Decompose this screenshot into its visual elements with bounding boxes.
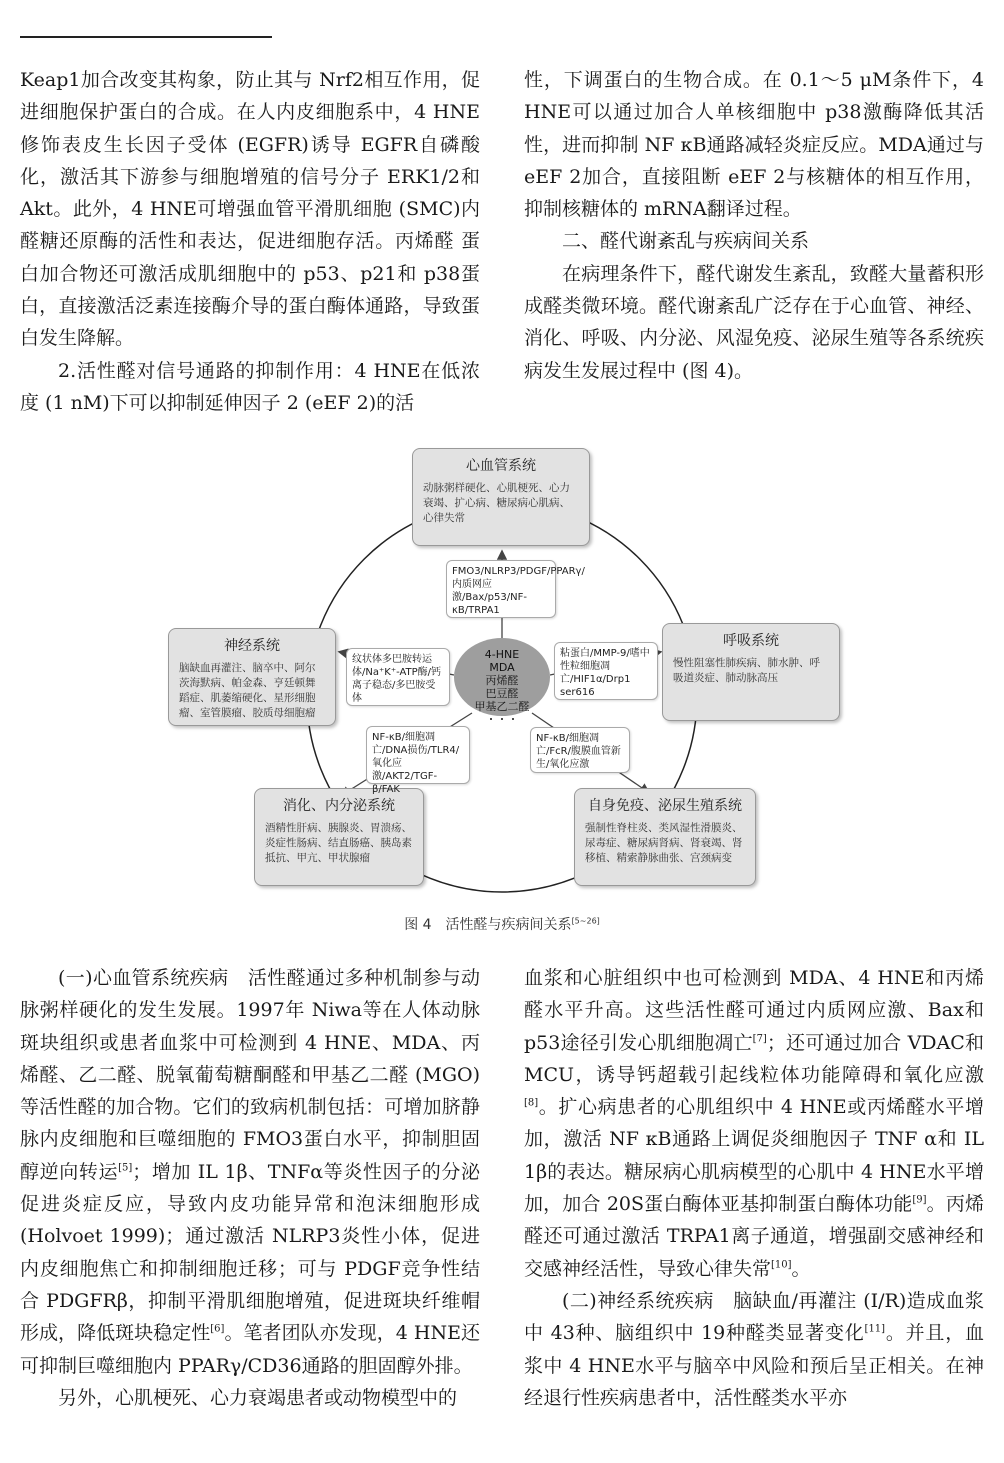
respiratory-system-box	[662, 623, 840, 721]
citation: [6]	[210, 1323, 225, 1335]
mechanism-neuro: 纹状体多巴胺转运体/Na⁺K⁺-ATP酶/钙离子稳态/多巴胺受体	[346, 648, 450, 706]
column-bottom-left	[20, 962, 480, 1414]
paragraph	[524, 1285, 984, 1414]
system-title: 呼吸系统	[723, 633, 779, 649]
figure-caption	[0, 914, 1004, 934]
cardiovascular-system-box	[412, 448, 590, 546]
system-title: 自身免疫、泌尿生殖系统	[588, 798, 742, 814]
system-title: 消化、内分泌系统	[283, 798, 395, 814]
text: 。	[791, 1257, 811, 1280]
citation: [8]	[524, 1097, 539, 1109]
citation: [7]	[752, 1033, 767, 1045]
system-title: 心血管系统	[466, 458, 536, 474]
text: 。丙烯醛还可通过激活 TRPA1离子通道，增强副交感神经和交感神经活性，导致心律失常	[524, 1193, 984, 1280]
system-diseases: 强制性脊柱炎、类风湿性滑膜炎、尿毒症、糖尿病肾病、肾衰竭、肾移植、精索静脉曲张、宫颈病变	[585, 822, 743, 864]
column-top-left	[20, 64, 480, 419]
center-item: MDA	[489, 661, 515, 674]
text: 。扩心病患者的心肌组织中 4 HNE或丙烯醛水平增加，激活 NF κB通路上调促炎细胞因子 TNF α和 IL 1β的表达。糖尿病心肌病模型的心肌中 4 HNE水平增加，加合 20S蛋白酶体亚基抑制蛋白酶体功能	[524, 1096, 984, 1216]
center-item: 甲基乙二醛	[474, 700, 530, 713]
center-item: 丙烯醛	[485, 674, 519, 687]
center-item: 巴豆醛	[485, 687, 519, 700]
mechanism-immune: NF-κB/细胞凋亡/FcR/腹膜血管新生/氧化应激	[530, 727, 630, 773]
caption-text: 图 4 活性醛与疾病间关系	[404, 917, 572, 933]
top-rule	[20, 36, 272, 38]
citation: [10]	[771, 1259, 792, 1271]
center-item: 4-HNE	[484, 648, 520, 661]
text: 。并且，血浆中 4 HNE水平与脑卒中风险和预后呈正相关。在神经退行性疾病患者中，活性醛类水平亦	[524, 1322, 984, 1409]
mechanism-digest: NF-κB/细胞凋亡/DNA损伤/TLR4/氧化应激/AKT2/TGF-β/FAK	[366, 726, 470, 784]
text: 血浆和心脏组织中也可检测到 MDA、4 HNE和丙烯醛水平升高。这些活性醛可通过内质网应激、Bax和 p53途径引发心肌细胞凋亡	[524, 967, 984, 1054]
nervous-system-box	[168, 628, 336, 726]
paragraph: 在病理条件下，醛代谢发生紊乱，致醛大量蓄积形成醛类微环境。醛代谢紊乱广泛存在于心血管、神经、消化、呼吸、内分泌、风湿免疫、泌尿生殖等各系统疾病发生发展过程中 (图 4)。	[524, 262, 984, 382]
caption-ref: [5~26]	[571, 916, 600, 926]
figure-4	[160, 440, 844, 910]
immune-urogenital-system-box	[574, 788, 756, 886]
aldehyde-center-node	[454, 638, 550, 726]
paragraph	[524, 962, 984, 1285]
system-diseases: 脑缺血再灌注、脑卒中、阿尔茨海默病、帕金森、亨廷顿舞蹈症、肌萎缩硬化、星形细胞瘤、室管膜瘤、胶质母细胞瘤	[179, 662, 316, 719]
section-heading: 二、醛代谢紊乱与疾病间关系	[562, 230, 810, 253]
system-diseases: 酒精性肝病、胰腺炎、胃溃疡、炎症性肠病、结直肠癌、胰岛素抵抗、甲亢、甲状腺瘤	[265, 822, 412, 864]
citation: [5]	[118, 1162, 133, 1174]
paragraph: 性，下调蛋白的生物合成。在 0.1～5 μM条件下，4 HNE可以通过加合人单核细胞中 p38激酶降低其活性，进而抑制 NF κB通路减轻炎症反应。MDA通过与 eEF 2加合，直接阻断 eEF 2与核糖体的相互作用，抑制核糖体的 mRNA翻译过程。	[524, 69, 984, 221]
mechanism-resp: 粘蛋白/MMP-9/嗜中性粒细胞凋亡/HIF1α/Drp1 ser616	[554, 642, 658, 700]
system-diseases: 慢性阻塞性肺疾病、肺水肿、呼吸道炎症、肺动脉高压	[673, 657, 820, 684]
paragraph: 2.活性醛对信号通路的抑制作用：4 HNE在低浓度 (1 nM)下可以抑制延伸因子 2 (eEF 2)的活	[20, 359, 480, 414]
paragraph: 另外，心肌梗死、心力衰竭患者或动物模型中的	[58, 1386, 458, 1409]
column-top-right	[524, 64, 984, 387]
system-diseases: 动脉粥样硬化、心肌梗死、心力衰竭、扩心病、糖尿病心肌病、心律失常	[423, 482, 570, 524]
center-item: ・・・	[485, 713, 519, 726]
paragraph	[20, 962, 480, 1382]
text: (一)心血管系统疾病 活性醛通过多种机制参与动脉粥样硬化的发生发展。1997年 Niwa等在人体动脉斑块组织或患者血浆中可检测到 4 HNE、MDA、丙烯醛、乙二醛、脱氧葡萄糖酮醛和甲基乙二醛 (MGO)等活性醛的加合物。它们的致病机制包括：可增加脐静脉内皮细胞和巨噬细胞的 FMO3蛋白水平，抑制胆固醇逆向转运	[20, 967, 480, 1183]
system-title: 神经系统	[224, 638, 280, 654]
text: 。笔者团队亦发现，4 HNE还可抑制巨噬细胞内 PPARγ/CD36通路的胆固醇外排。	[20, 1322, 480, 1377]
citation: [9]	[912, 1194, 927, 1206]
paragraph: Keap1加合改变其构象，防止其与 Nrf2相互作用，促进细胞保护蛋白的合成。在人内皮细胞系中，4 HNE修饰表皮生长因子受体 (EGFR)诱导 EGFR自磷酸化，激活其下游参与细胞增殖的信号分子 ERK1/2和 Akt。此外，4 HNE可增强血管平滑肌细胞 (SMC)内醛糖还原酶的活性和表达，促进细胞存活。丙烯醛 蛋白加合物还可激活成肌细胞中的 p53、p21和 p38蛋白，直接激活泛素连接酶介导的蛋白酶体通路，导致蛋白发生降解。	[20, 69, 480, 350]
text: ；增加 IL 1β、TNFα等炎性因子的分泌促进炎症反应，导致内皮功能异常和泡沫细胞形成 (Holvoet 1999)；通过激活 NLRP3炎性小体，促进内皮细胞焦亡和抑制细胞迁移；可与 PDGF竞争性结合 PDGFRβ，抑制平滑肌细胞增殖，促进斑块纤维帽形成，降低斑块稳定性	[20, 1160, 480, 1345]
digestive-endocrine-system-box	[254, 788, 424, 886]
text: (二)神经系统疾病 脑缺血/再灌注 (I/R)造成血浆中 43种、脑组织中 19种醛类显著变化	[524, 1289, 984, 1345]
text: ；还可通过加合 VDAC和 MCU，诱导钙超载引起线粒体功能障碍和氧化应激	[524, 1031, 984, 1086]
column-bottom-right	[524, 962, 984, 1414]
citation: [11]	[864, 1323, 886, 1335]
mechanism-cardio: FMO3/NLRP3/PDGF/PPARγ/内质网应激/Bax/p53/NF-κB/TRPA1	[446, 560, 556, 618]
